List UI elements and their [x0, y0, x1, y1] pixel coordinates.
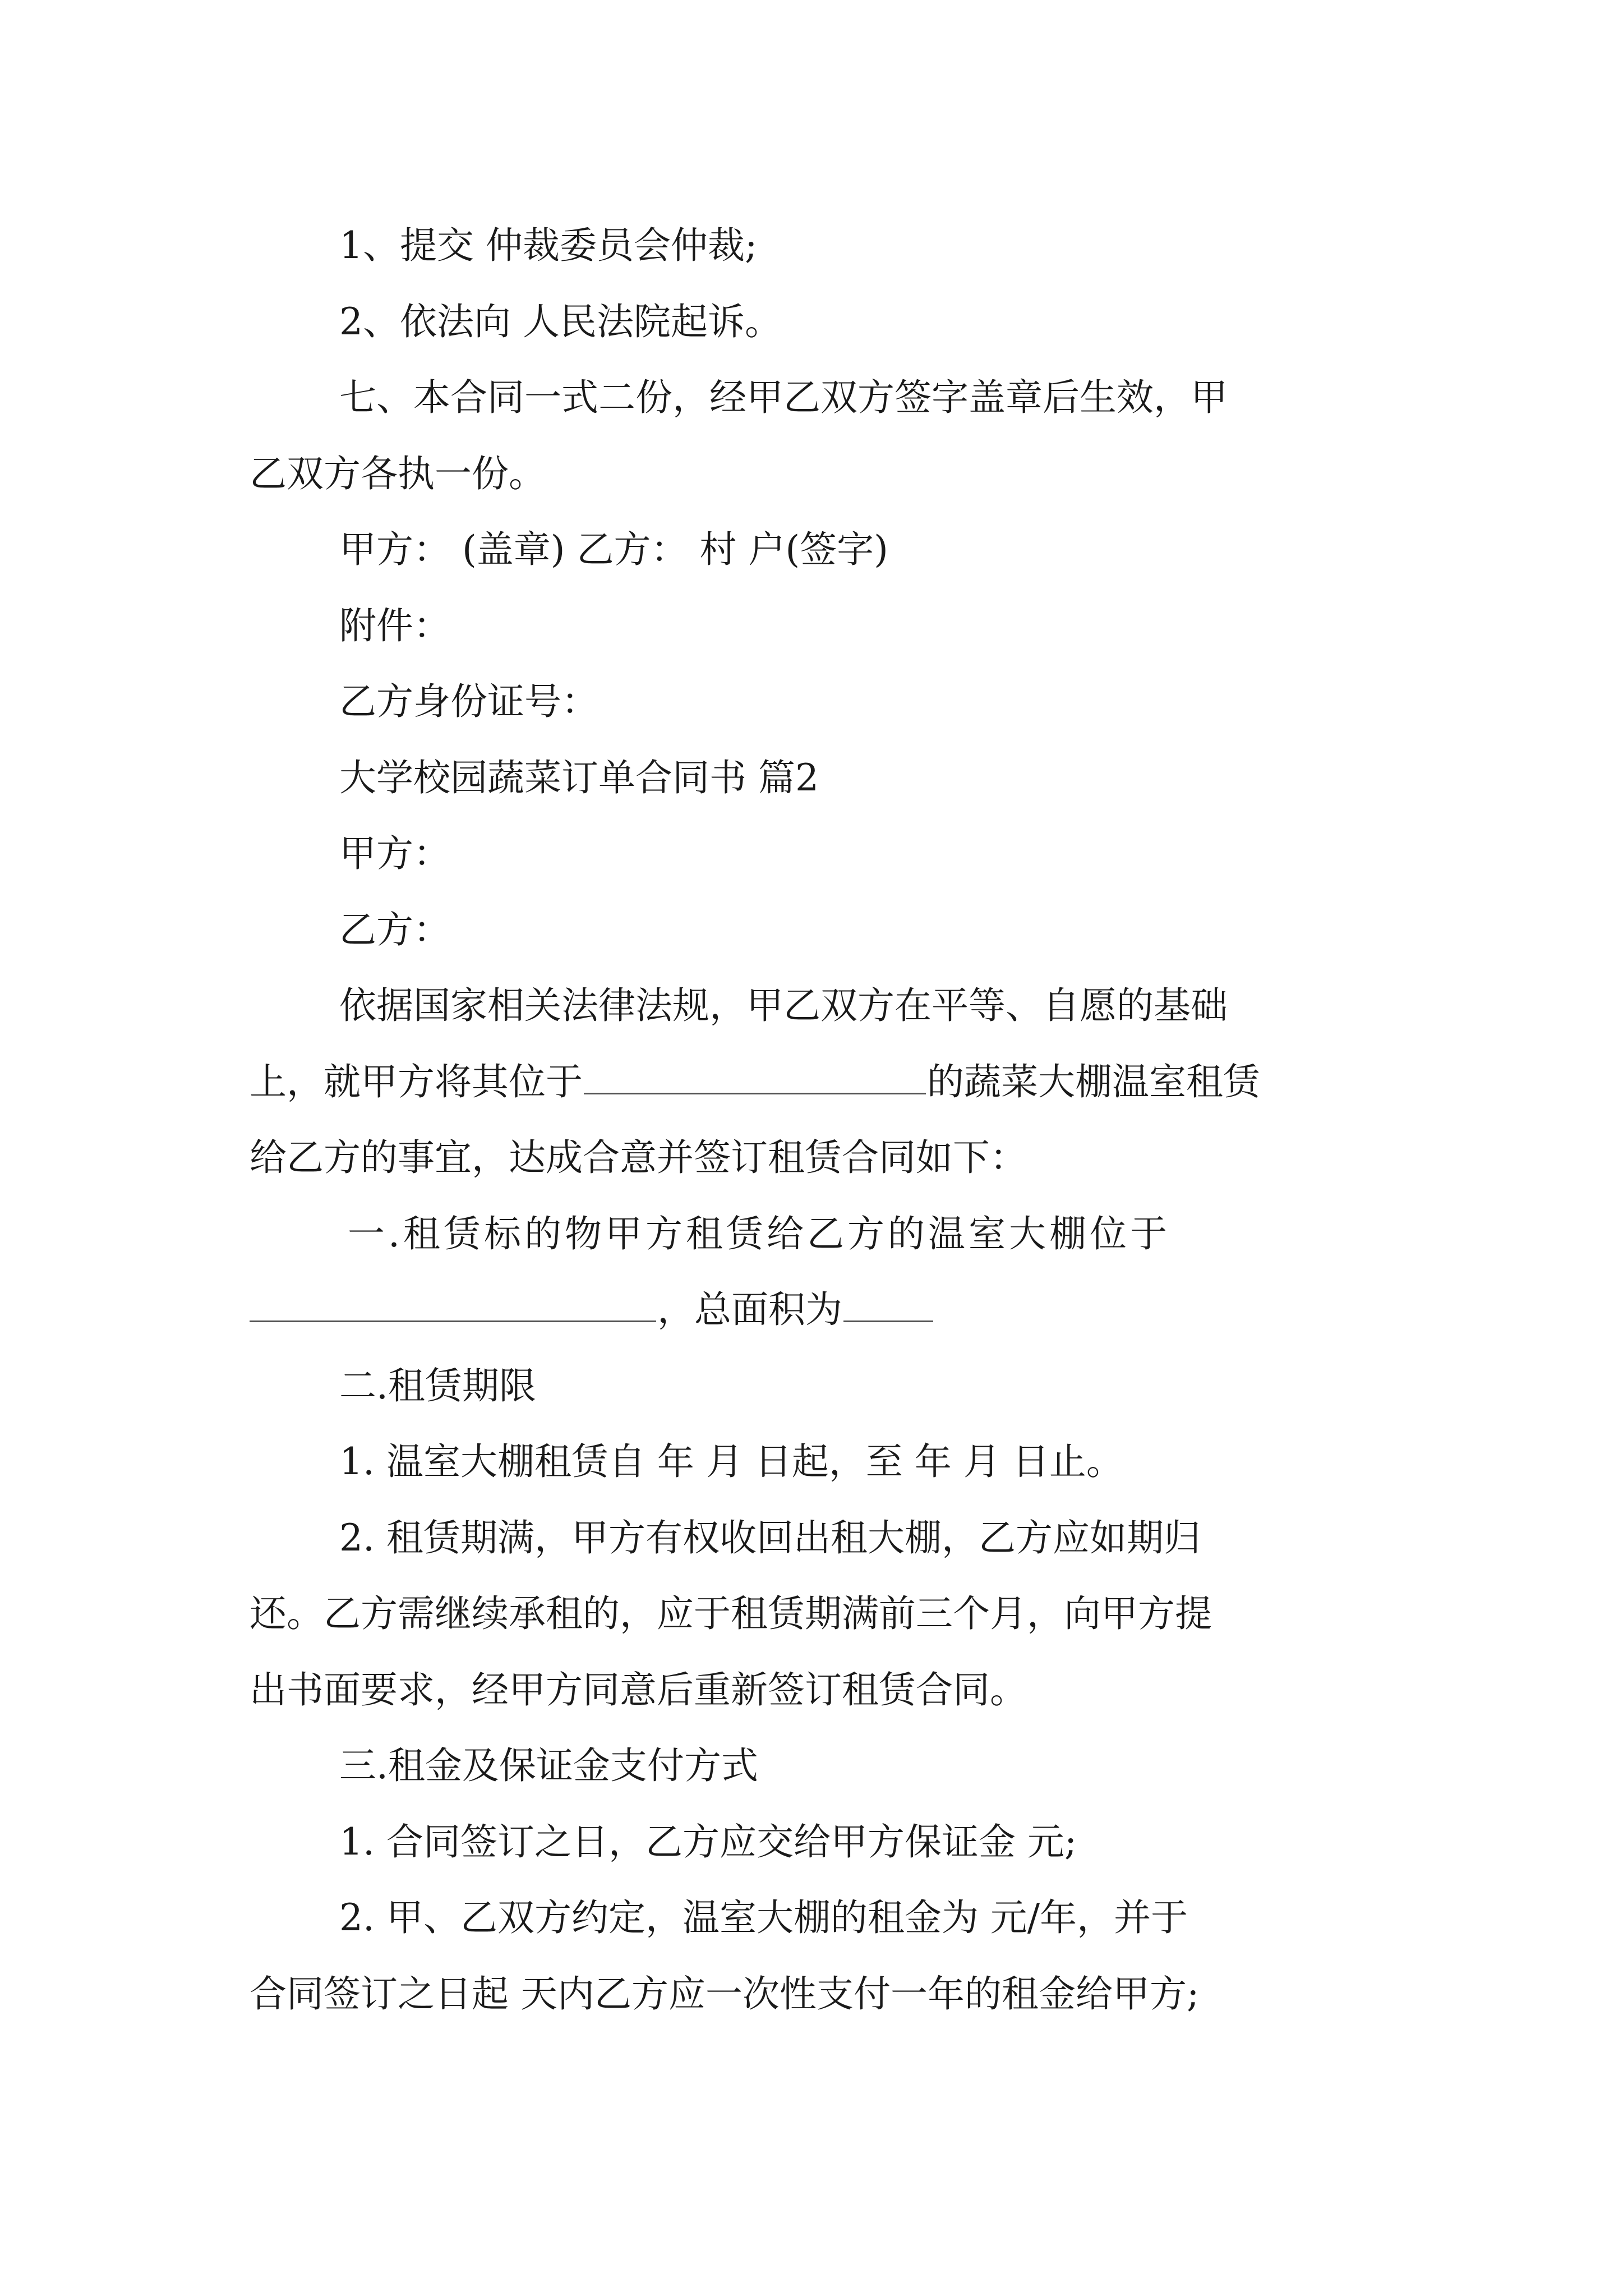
- section-lease-term: 二.租赁期限: [339, 1364, 536, 1407]
- paragraph-signatures: 甲方： (盖章) 乙方： 村 户(签字): [339, 528, 888, 571]
- paragraph-attachment: 附件：: [339, 604, 450, 647]
- location-blank: [584, 1060, 926, 1094]
- party-b: 乙方：: [339, 908, 450, 951]
- area-blank: [843, 1288, 933, 1322]
- section-rent-deposit: 三.租金及保证金支付方式: [339, 1744, 758, 1787]
- document-body: [250, 208, 1388, 2032]
- paragraph-subject-line2: [250, 1272, 1388, 1348]
- paragraph-expiry-line1: 2. 租赁期满，甲方有权收回出租大棚，乙方应如期归: [339, 1516, 1201, 1559]
- paragraph-expiry-line2: 还。乙方需继续承租的，应于租赁期满前三个月，向甲方提: [250, 1592, 1212, 1635]
- paragraph-lawsuit: 2、依法向 人民法院起诉。: [339, 300, 782, 343]
- paragraph-arbitration: 1、提交 仲裁委员会仲裁;: [339, 224, 758, 267]
- paragraph-id-number: 乙方身份证号：: [339, 680, 598, 723]
- paragraph-basis-line3: 给乙方的事宜，达成合意并签订租赁合同如下：: [250, 1136, 1027, 1179]
- paragraph-rent-line1: 2. 甲、乙双方约定，温室大棚的租金为 元/年，并于: [339, 1896, 1188, 1939]
- subject-line2-text: ，总面积为: [657, 1288, 842, 1331]
- paragraph-basis-line2: [250, 1044, 1388, 1120]
- paragraph-rent-line2: 合同签订之日起 天内乙方应一次性支付一年的租金给甲方;: [250, 1972, 1200, 2016]
- paragraph-term-dates: 1. 温室大棚租赁自 年 月 日起，至 年 月 日止。: [339, 1440, 1123, 1483]
- basis-line2-start: 上，就甲方将其位于: [250, 1060, 583, 1103]
- paragraph-deposit: 1. 合同签订之日，乙方应交给甲方保证金 元;: [339, 1820, 1077, 1864]
- party-a: 甲方：: [339, 832, 450, 875]
- paragraph-seven-line2: 乙双方各执一份。: [250, 452, 546, 495]
- paragraph-expiry-line3: 出书面要求，经甲方同意后重新签订租赁合同。: [250, 1668, 1027, 1711]
- basis-line2-end: 的蔬菜大棚温室租赁: [927, 1060, 1260, 1103]
- section-title: 大学校园蔬菜订单合同书 篇2: [339, 756, 819, 799]
- paragraph-subject-line1: 一.租赁标的物甲方租赁给乙方的温室大棚位于: [348, 1212, 1170, 1255]
- greenhouse-location-blank: [250, 1288, 656, 1322]
- paragraph-basis-line1: 依据国家相关法律法规，甲乙双方在平等、自愿的基础: [339, 984, 1228, 1027]
- paragraph-seven-line1: 七、本合同一式二份，经甲乙双方签字盖章后生效，甲: [339, 376, 1228, 419]
